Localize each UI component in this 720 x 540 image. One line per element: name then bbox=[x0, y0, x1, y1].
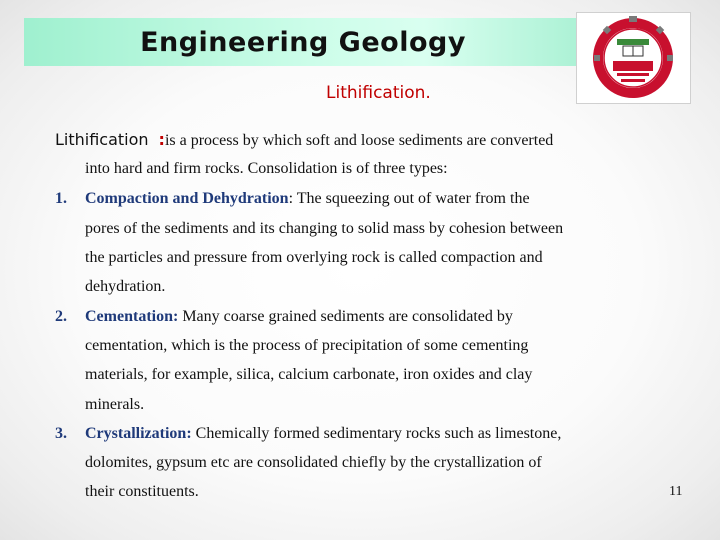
item-2-line-2: cementation, which is the process of precipitation of some cementing bbox=[85, 337, 529, 354]
item-1-line-1 bbox=[85, 190, 530, 208]
intro-text-1: is a process by which soft and loose sediments are converted bbox=[164, 132, 554, 149]
slide-number: 11 bbox=[669, 484, 683, 499]
item-2-line-4: minerals. bbox=[85, 396, 145, 413]
item-1-term: Compaction and Dehydration bbox=[85, 190, 289, 207]
intro-line-1 bbox=[55, 130, 553, 150]
item-2-text: Many coarse grained sediments are consolidated by bbox=[178, 308, 513, 325]
item-2-line-3: materials, for example, silica, calcium carbonate, iron oxides and clay bbox=[85, 366, 533, 383]
item-1-line-3: the particles and pressure from overlying rock is called compaction and bbox=[85, 249, 543, 266]
item-2-term: Cementation: bbox=[85, 308, 179, 325]
item-1-text: : The squeezing out of water from the bbox=[288, 190, 530, 207]
item-number-1: 1. bbox=[55, 190, 67, 207]
section-heading: Lithification. bbox=[326, 83, 431, 103]
item-3-text: Chemically formed sedimentary rocks such as limestone, bbox=[191, 425, 562, 442]
item-3-line-2: dolomites, gypsum etc are consolidated chiefly by the crystallization of bbox=[85, 454, 542, 471]
intro-colon: : bbox=[158, 130, 165, 149]
item-1-line-4: dehydration. bbox=[85, 278, 166, 295]
item-3-term: Crystallization: bbox=[85, 425, 192, 442]
item-number-3: 3. bbox=[55, 425, 67, 442]
slide-title: Engineering Geology bbox=[140, 26, 466, 58]
item-3-line-3: their constituents. bbox=[85, 483, 199, 500]
item-1-line-2: pores of the sediments and its changing to solid mass by cohesion between bbox=[85, 220, 564, 237]
intro-term: Lithification bbox=[55, 130, 149, 149]
item-3-line-1 bbox=[85, 425, 561, 443]
item-number-2: 2. bbox=[55, 308, 67, 325]
intro-line-2: into hard and firm rocks. Consolidation is of three types: bbox=[85, 160, 448, 177]
item-2-line-1 bbox=[85, 308, 513, 326]
